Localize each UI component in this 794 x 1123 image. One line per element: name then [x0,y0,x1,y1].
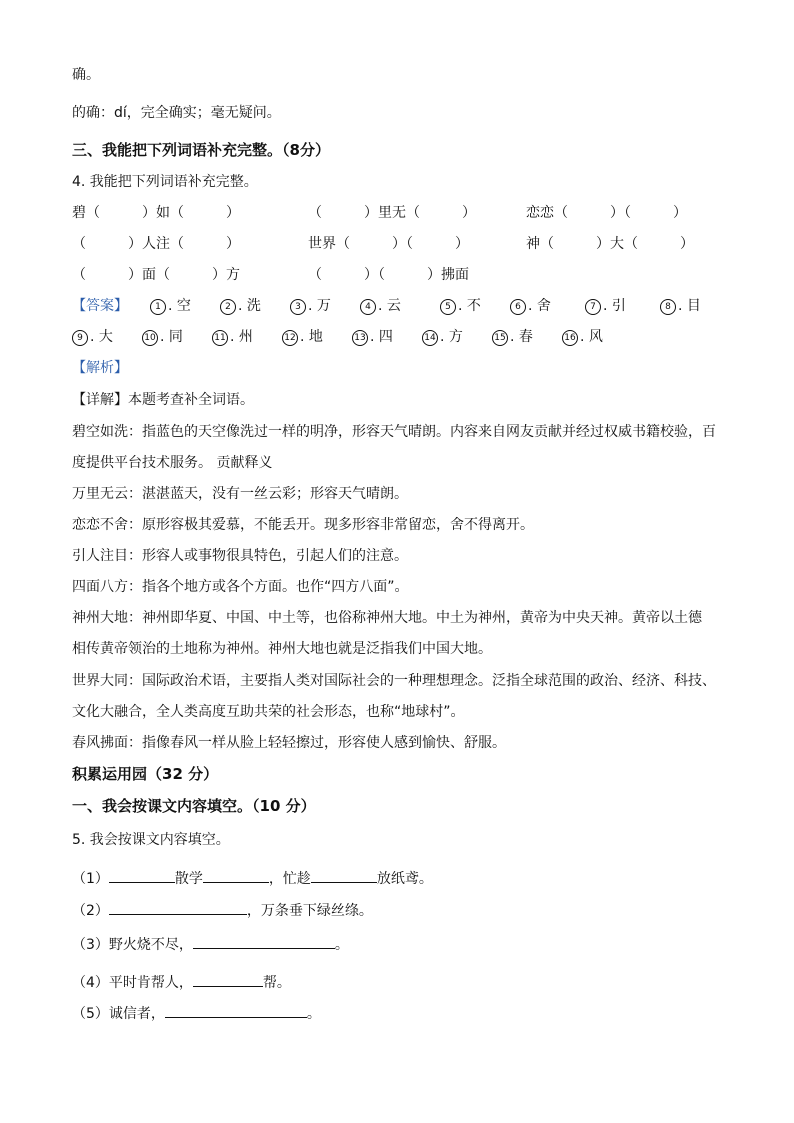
answer-text: . 万 [308,298,331,314]
fill-cell: 碧（ ）如（ ） [72,205,240,221]
answer-text: . 舍 [528,298,551,314]
answer-text: . 空 [168,298,191,314]
answer-item [150,296,191,316]
answer-number: 5 [440,299,456,315]
section-3-heading: 三、我能把下列词语补充完整。（8分） [72,141,330,159]
answer-number: 12 [282,330,298,346]
answer-blank[interactable] [109,868,175,883]
explanation-line: 相传黄帝领治的土地称为神州。神州大地也就是泛指我们中国大地。 [72,641,492,657]
answer-number: 14 [422,330,438,346]
answer-text: . 洗 [238,298,261,314]
explanation-line: 引人注目：形容人或事物很具特色，引起人们的注意。 [72,548,408,564]
answer-number: 15 [492,330,508,346]
answer-text: . 大 [90,329,113,345]
answer-number: 8 [660,299,676,315]
answer-number: 6 [510,299,526,315]
explanation-line: 四面八方：指各个地方或各个方面。也作“四方八面”。 [72,579,409,595]
fill-cell: 恋恋（ ）（ ） [526,205,687,221]
answer-item [72,327,113,347]
answer-text: . 州 [230,329,253,345]
item-number: （2） [72,903,109,919]
answer-text: . 引 [603,298,626,314]
answer-number: 7 [585,299,601,315]
explanation-line: 度提供平台技术服务。 贡献释义 [72,455,273,471]
explanation-line: 碧空如洗：指蓝色的天空像洗过一样的明净，形容天气晴朗。内容来自网友贡献并经过权威书籍校验，百 [72,424,716,440]
fill-cell: （ ）面（ ）方 [72,267,240,283]
answer-item [212,327,253,347]
answer-label: 【答案】 [72,298,128,314]
fill-cell: 世界（ ）（ ） [308,236,469,252]
answer-item [360,296,401,316]
answer-item [282,327,323,347]
item-text: ，万条垂下绿丝绦。 [246,903,373,919]
answer-blank[interactable] [109,900,247,915]
explanation-line: 【详解】本题考查补全词语。 [72,392,254,408]
fill-item-1 [72,868,433,889]
answer-item [492,327,533,347]
fill-item-2 [72,900,373,921]
answer-blank[interactable] [311,868,377,883]
item-number: （5） [72,1006,109,1022]
item-text: 诚信者， [108,1006,165,1022]
answer-number: 11 [212,330,228,346]
analysis-label: 【解析】 [72,360,128,376]
answer-text: . 四 [370,329,393,345]
answer-item [220,296,261,316]
answer-text: . 春 [510,329,533,345]
answer-item [562,327,603,347]
fill-cell: （ ）人注（ ） [72,236,240,252]
explanation-line: 春风拂面：指像春风一样从脸上轻轻擦过，形容使人感到愉快、舒服。 [72,735,506,751]
answer-item [585,296,626,316]
answer-text: . 不 [458,298,481,314]
answer-number: 2 [220,299,236,315]
fill-cell: （ ）（ ）拂面 [308,267,469,283]
answer-number: 1 [150,299,166,315]
answer-item [440,296,481,316]
explanation-line: 文化大融合，全人类高度互助共荣的社会形态，也称“地球村”。 [72,704,465,720]
intro-line-2: 的确：dí，完全确实；毫无疑问。 [72,105,281,121]
answer-number: 16 [562,330,578,346]
answer-item [290,296,331,316]
item-text: 放纸鸢。 [376,871,433,887]
item-number: （1） [72,871,109,887]
answer-text: . 目 [678,298,701,314]
item-number: （3） [72,937,109,953]
fill-item-5 [72,1003,321,1024]
answer-blank[interactable] [165,1003,307,1018]
item-text: 帮。 [262,975,291,991]
item-text: 。 [334,937,349,953]
question-4-prompt: 4. 我能把下列词语补充完整。 [72,174,258,190]
item-text: 。 [306,1006,321,1022]
answer-item [510,296,551,316]
answer-number: 10 [142,330,158,346]
answer-number: 3 [290,299,306,315]
answer-blank[interactable] [193,934,335,949]
explanation-line: 神州大地：神州即华夏、中国、中土等，也俗称神州大地。中土为神州，黄帝为中央天神。黄帝以土德 [72,610,702,626]
item-text: ，忙趁 [268,871,311,887]
answer-number: 9 [72,330,88,346]
fill-item-3 [72,934,349,955]
answer-item [422,327,463,347]
explanation-line: 世界大同：国际政治术语，主要指人类对国际社会的一种理想理念。泛指全球范围的政治、经济、科技、 [72,673,716,689]
item-text: 平时肯帮人， [108,975,193,991]
fill-cell: 神（ ）大（ ） [526,236,694,252]
fill-cell: （ ）里无（ ） [308,205,476,221]
question-5-prompt: 5. 我会按课文内容填空。 [72,832,230,848]
section-1-heading: 一、我会按课文内容填空。（10 分） [72,797,316,815]
answer-number: 4 [360,299,376,315]
explanation-line: 万里无云：湛湛蓝天，没有一丝云彩；形容天气晴朗。 [72,486,408,502]
intro-line-1: 确。 [72,67,100,83]
answer-blank[interactable] [193,972,263,987]
item-text: 野火烧不尽， [108,937,193,953]
accumulation-heading: 积累运用园（32 分） [72,765,219,783]
answer-text: . 地 [300,329,323,345]
answer-blank[interactable] [203,868,269,883]
answer-item [142,327,183,347]
answer-text: . 方 [440,329,463,345]
answer-text: . 同 [160,329,183,345]
item-number: （4） [72,975,109,991]
answer-text: . 云 [378,298,401,314]
explanation-line: 恋恋不舍：原形容极其爱慕，不能丢开。现多形容非常留恋，舍不得离开。 [72,517,534,533]
answer-number: 13 [352,330,368,346]
fill-item-4 [72,972,291,993]
item-text: 散学 [174,871,203,887]
answer-text: . 风 [580,329,603,345]
answer-item [352,327,393,347]
answer-item [660,296,701,316]
